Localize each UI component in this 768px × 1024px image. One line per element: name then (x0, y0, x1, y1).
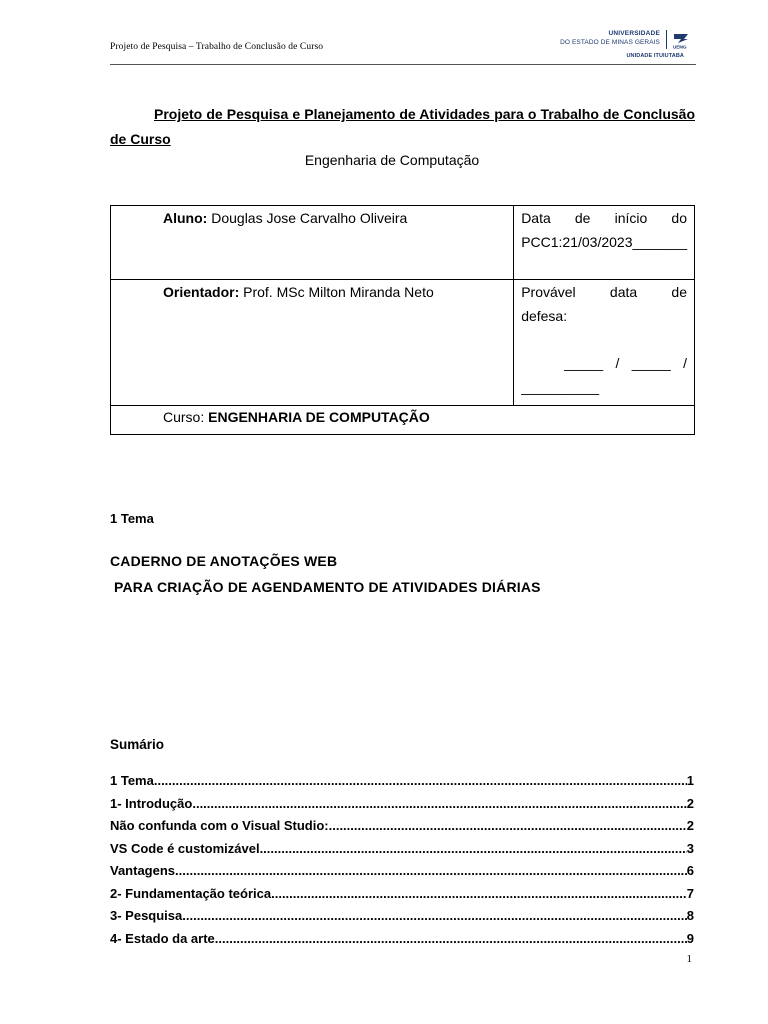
toc-entry[interactable]: 3- Pesquisa ..... 8 (110, 905, 694, 928)
page-number: 1 (686, 953, 692, 965)
defense-label: Provável data de (521, 284, 687, 300)
tema-line-1: CADERNO DE ANOTAÇÕES WEB (110, 553, 338, 569)
start-date-cell (514, 206, 695, 280)
table-of-contents (110, 770, 694, 950)
table-row (111, 206, 695, 280)
emblem-text: UEMG (673, 44, 687, 49)
toc-entry[interactable]: 1- Introdução ..... 2 (110, 793, 694, 816)
start-date-value: PCC1:21/03/2023_______ (521, 234, 687, 250)
table-row (111, 406, 695, 435)
start-date-label: Data de início do (521, 210, 687, 226)
student-label: Aluno: (163, 210, 208, 226)
tema-line-2: PARA CRIAÇÃO DE AGENDAMENTO DE ATIVIDADES DIÁRIAS (114, 579, 541, 595)
logo-line-2: DO ESTADO DE MINAS GERAIS (560, 39, 660, 46)
uemg-emblem-icon (672, 32, 690, 49)
logo-line-3: UNIDADE ITUIUTABA (626, 53, 684, 59)
toc-entry[interactable]: 2- Fundamentação teórica ..... 7 (110, 883, 694, 906)
defense-date-cell (514, 280, 695, 406)
toc-entry[interactable]: 1 Tema ..... 1 (110, 770, 694, 793)
tema-heading: 1 Tema (110, 511, 154, 526)
project-info-table (110, 205, 695, 435)
course-label: Curso: (163, 409, 205, 425)
document-title: Projeto de Pesquisa e Planejamento de Atividades para o Trabalho de Conclusão de Curso (110, 106, 695, 147)
defense-label-cont: defesa: (521, 308, 568, 324)
table-row (111, 280, 695, 406)
toc-entry[interactable]: Não confunda com o Visual Studio: ..... 2 (110, 815, 694, 838)
advisor-cell (111, 280, 514, 406)
course-subtitle: Engenharia de Computação (304, 152, 480, 168)
university-logo (560, 30, 692, 62)
running-header: Projeto de Pesquisa – Trabalho de Conclusão de Curso (110, 42, 324, 52)
course-cell (111, 406, 695, 435)
student-name: Douglas Jose Carvalho Oliveira (211, 210, 408, 226)
advisor-name: Prof. MSc Milton Miranda Neto (243, 284, 434, 300)
student-cell (111, 206, 514, 280)
toc-entry[interactable]: 4- Estado da arte ..... 9 (110, 928, 694, 951)
header-divider (110, 64, 696, 65)
advisor-label: Orientador: (163, 284, 240, 300)
logo-line-1: UNIVERSIDADE (608, 30, 660, 37)
toc-entry[interactable]: VS Code é customizável ..... 3 (110, 838, 694, 861)
toc-entry[interactable]: Vantagens ..... 6 (110, 860, 694, 883)
defense-year-blank: __________ (521, 379, 600, 395)
logo-divider (666, 30, 667, 49)
defense-date-blank: _____ / _____ / (564, 355, 687, 371)
sumario-heading: Sumário (110, 737, 165, 752)
course-value: ENGENHARIA DE COMPUTAÇÃO (208, 409, 430, 425)
